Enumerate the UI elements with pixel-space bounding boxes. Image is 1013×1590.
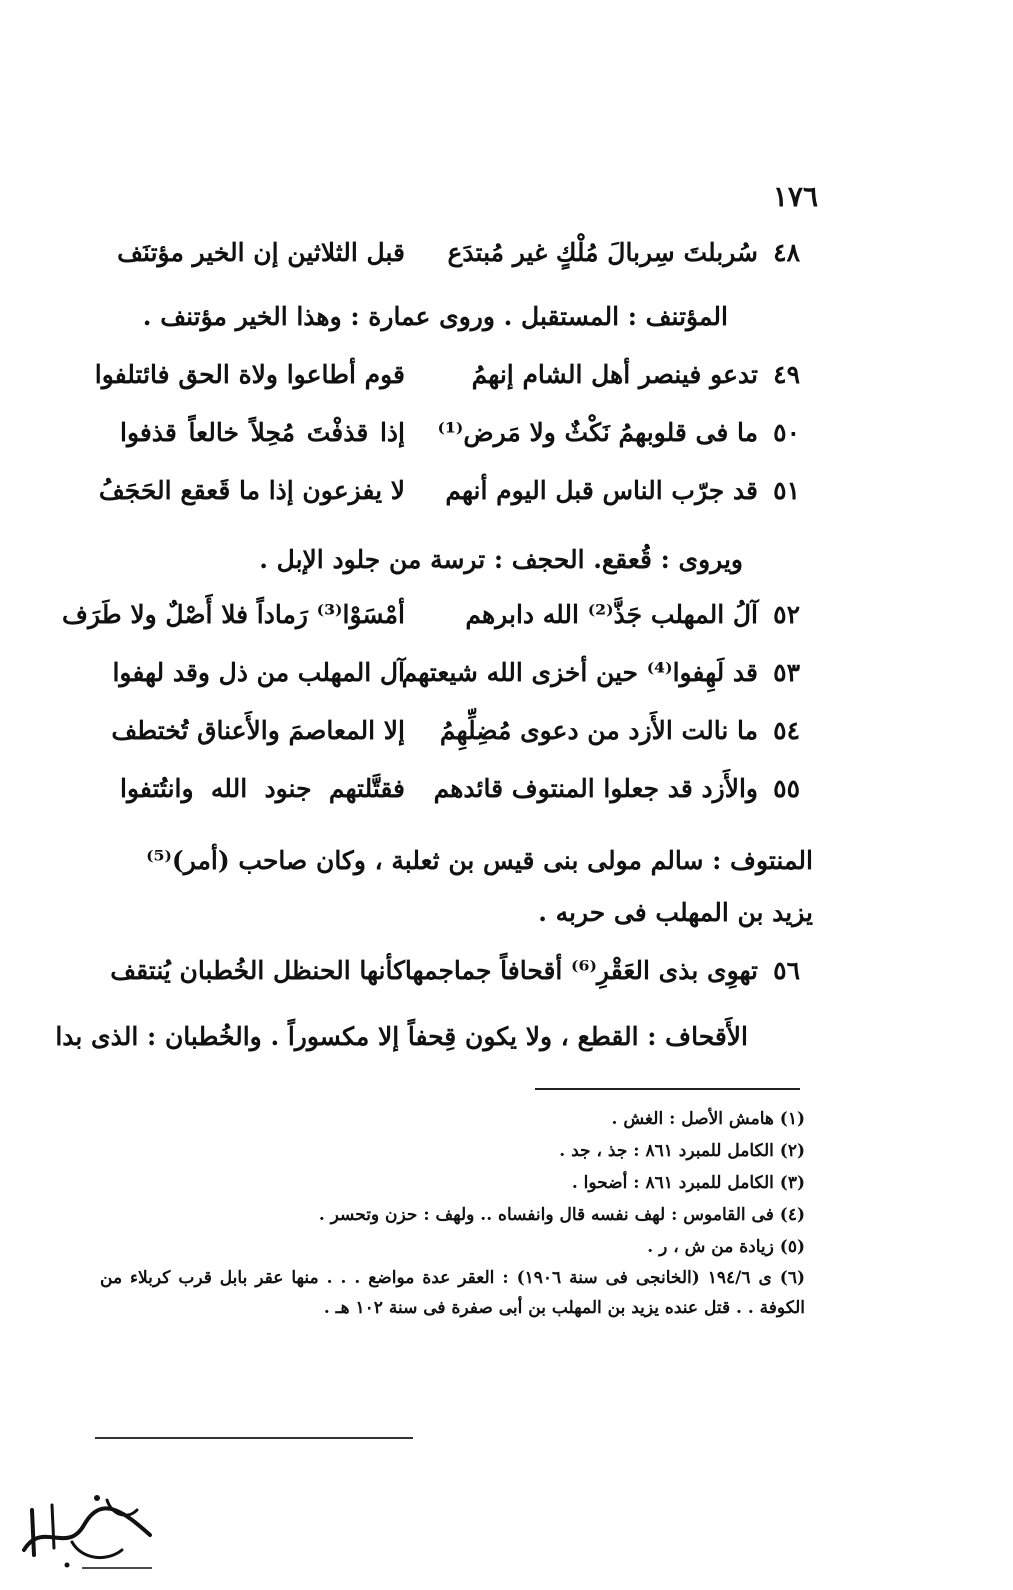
verse-first-hemistich: تهوِى بذى العَقْرِ⁽⁶⁾ أقحافاً جماجمها: [404, 956, 758, 985]
verse-second-hemistich: إلا المعاصمَ والأَعناق تُختطف: [111, 716, 405, 745]
verse-second-hemistich: أمْسَوْا⁽³⁾ رَماداً فلا أَصْلٌ ولا طَرَف: [62, 600, 405, 629]
verse-second-hemistich: إذا قذفْتَ مُحِلاً خالعاً قذفوا: [120, 418, 405, 447]
verse-52: [62, 600, 800, 644]
calligraphy-logo: [12, 1480, 162, 1575]
verse-second-hemistich: كأنها الحنظل الخُطبان يُنتقف: [110, 956, 405, 985]
verse-number: ٥٠: [773, 418, 800, 447]
footnotes: [100, 1103, 805, 1323]
commentary-line: ويروى : قُعقع. الحجف : ترسة من جلود الإبل .: [259, 545, 743, 574]
verse-56: [110, 956, 800, 1000]
commentary-line: المؤتنف : المستقبل . وروى عمارة : وهذا الخير مؤتنف .: [142, 302, 728, 331]
footnote-6: (٦) ى ١٩٤/٦ (الخانجى فى سنة ١٩٠٦) : العقر عدة مواضع . . . منها عقر بابل قرب كربلاء من الكوفة . . قتل عنده يزيد بن المهلب بن أبى صفرة فى سنة ١٠٢ هـ .: [100, 1268, 805, 1318]
verse-first-hemistich: ما فى قلوبهمُ نَكْثٌ ولا مَرض⁽¹⁾: [437, 418, 758, 447]
footnote-2: (٢) الكامل للمبرد ٨٦١ : جذ ، جد .: [559, 1141, 805, 1161]
commentary-line: الأَقحاف : القطع ، ولا يكون قِحفاً إلا مكسوراً . والخُطبان : الذى بدا: [55, 1022, 748, 1051]
verse-second-hemistich: آل المهلب من ذل وقد لهفوا: [112, 658, 405, 687]
verse-55: [120, 774, 800, 818]
verse-50: [120, 418, 800, 462]
verse-first-hemistich: قد جرّب الناس قبل اليوم أنهم: [445, 476, 758, 505]
commentary-line: المنتوف : سالم مولى بنى قيس بن ثعلبة ، وكان صاحب (أمر)⁽⁵⁾: [146, 846, 813, 875]
bottom-rule: [95, 1437, 413, 1439]
verse-number: ٤٨: [773, 238, 800, 267]
verse-51: [98, 476, 800, 520]
verse-second-hemistich: فقتَّلتهم جنود الله وانتُتفوا: [120, 774, 405, 803]
verse-first-hemistich: آلُ المهلب جَذَّ⁽²⁾ الله دابرهم: [465, 600, 758, 629]
verse-first-hemistich: تدعو فينصر أهل الشام إنهمُ: [471, 360, 758, 389]
verse-53: [112, 658, 800, 702]
verse-number: ٥٤: [773, 716, 800, 745]
verse-number: ٥٦: [773, 956, 800, 985]
verse-first-hemistich: ما نالت الأَزد من دعوى مُضِلِّهِمُ: [439, 716, 758, 745]
footnote-1: (١) هامش الأصل : الغش .: [611, 1109, 805, 1129]
commentary-line: يزيد بن المهلب فى حربه .: [538, 898, 813, 927]
footnote-3: (٣) الكامل للمبرد ٨٦١ : أضحوا .: [571, 1173, 805, 1193]
page-number: ١٧٦: [772, 180, 818, 213]
footnote-5: (٥) زيادة من ش ، ر .: [647, 1237, 805, 1257]
verse-54: [111, 716, 800, 760]
verse-number: ٥٥: [773, 774, 800, 803]
verse-second-hemistich: لا يفزعون إذا ما قَعقع الحَجَفُ: [98, 476, 405, 505]
verse-first-hemistich: والأَزد قد جعلوا المنتوف قائدهم: [433, 774, 758, 803]
verse-number: ٥٢: [773, 600, 800, 629]
verse-49: [94, 360, 800, 404]
verse-number: ٤٩: [773, 360, 800, 389]
footnote-separator: [535, 1088, 800, 1090]
verse-second-hemistich: قبل الثلاثين إن الخير مؤتنَف: [117, 238, 405, 267]
verse-48: [117, 238, 800, 282]
verse-number: ٥١: [773, 476, 800, 505]
verse-first-hemistich: قد لَهِفوا⁽⁴⁾ حين أخزى الله شيعتهم: [401, 658, 758, 687]
footnote-4: (٤) فى القاموس : لهف نفسه قال وانفساه .. ولهف : حزن وتحسر .: [318, 1205, 805, 1225]
verse-number: ٥٣: [773, 658, 800, 687]
verse-second-hemistich: قوم أطاعوا ولاة الحق فائتلفوا: [94, 360, 405, 389]
verse-first-hemistich: سُربلتَ سِربالَ مُلْكٍ غير مُبتدَع: [447, 238, 758, 267]
